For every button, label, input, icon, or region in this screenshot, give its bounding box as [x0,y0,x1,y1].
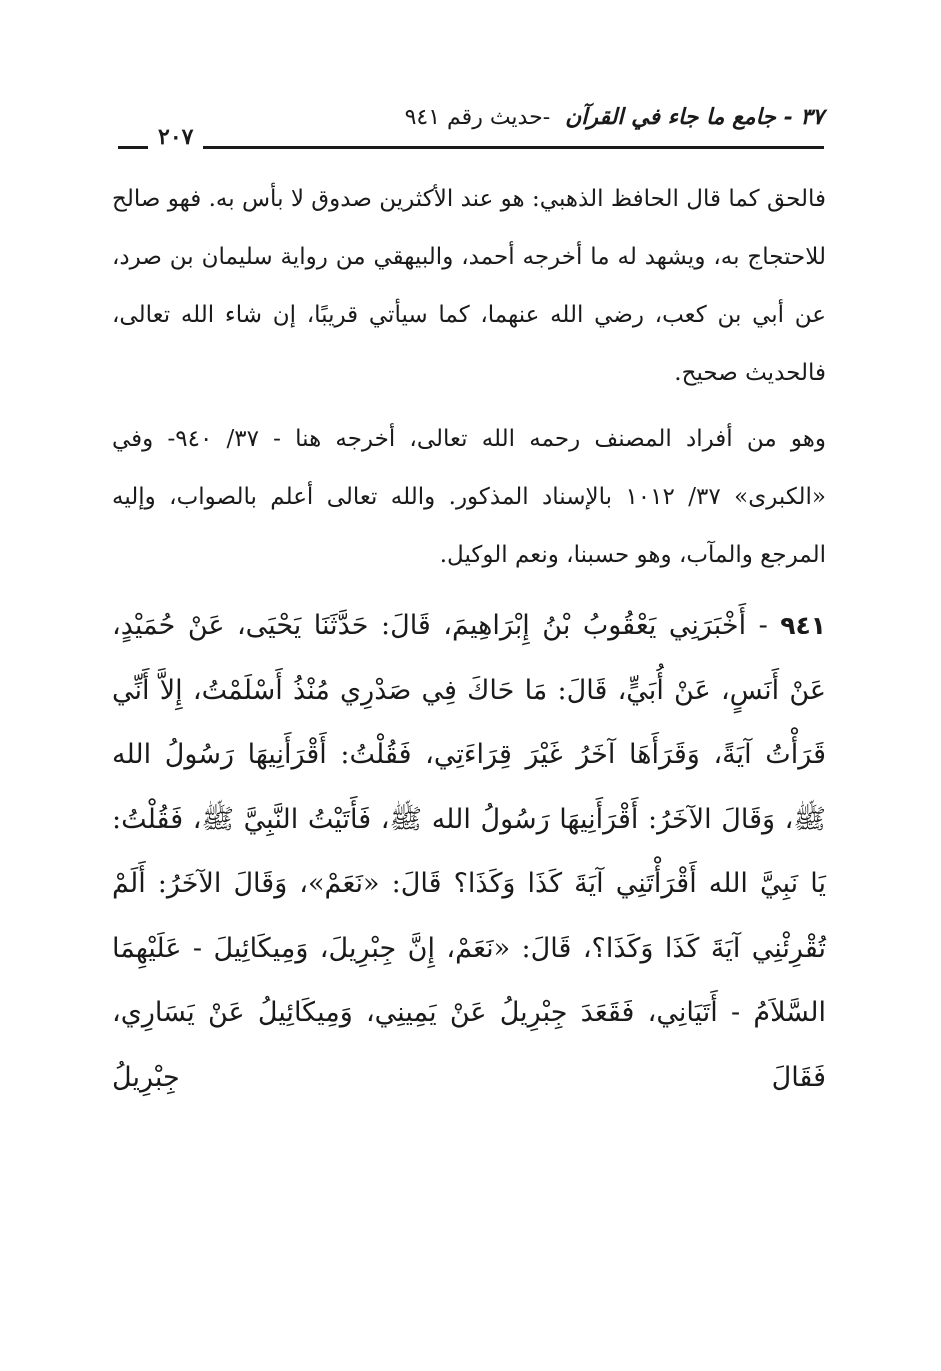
running-title [405,104,824,130]
body-text [112,170,826,1137]
hadith-reference: -حديث رقم ٩٤١ [404,105,551,130]
hadith-text: - أَخْبَرَنِي يَعْقُوبُ بْنُ إِبْرَاهِيمَ، قَالَ: حَدَّثَنَا يَحْيَى، عَنْ حُمَيْدٍ، عَنْ أَنَسٍ، عَنْ أُبَيٍّ، قَالَ: مَا حَاكَ فِي صَدْرِي مُنْذُ أَسْلَمْتُ، إِلاَّ أَنِّي قَرَأْتُ آيَةً، وَقَرَأَهَا آخَرُ غَيْرَ قِرَاءَتِي، فَقُلْتُ: أَقْرَأَنِيهَا رَسُولُ الله ﷺ، وَقَالَ الآخَرُ: أَقْرَأَنِيهَا رَسُولُ الله ﷺ، فَأَتَيْتُ النَّبِيَّ ﷺ، فَقُلْتُ: يَا نَبِيَّ الله أَقْرَأْتَنِي آيَةَ كَذَا وَكَذَا؟ قَالَ: «نَعَمْ»، وَقَالَ الآخَرُ: أَلَمْ تُقْرِئْنِي آيَةَ كَذَا وَكَذَا؟، قَالَ: «نَعَمْ، إِنَّ جِبْرِيلَ، وَمِيكَائِيلَ - عَلَيْهِمَا السَّلاَمُ - أَتَيَانِي، فَقَعَدَ جِبْرِيلُ عَنْ يَمِينِي، وَمِيكَائِيلُ عَنْ يَسَارِي، فَقَالَ جِبْرِيلُ [112,610,826,1093]
hadith-paragraph [112,594,826,1110]
hadith-number: ٩٤١ [780,611,826,640]
header-rule [118,146,824,149]
chapter-title: ٣٧ - جامع ما جاء في القرآن [565,104,824,130]
commentary-paragraph-2: وهو من أفراد المصنف رحمه الله تعالى، أخرجه هنا - ٣٧/ ٩٤٠- وفي «الكبرى» ٣٧/ ١٠١٢ بالإسناد المذكور. والله تعالى أعلم بالصواب، وإليه المرجع والمآب، وهو حسبنا، ونعم الوكيل. [112,426,827,568]
commentary-paragraph-1: فالحق كما قال الحافظ الذهبي: هو عند الأكثرين صدوق لا بأس به. فهو صالح للاحتجاج به، ويشهد له ما أخرجه أحمد، والبيهقي من رواية سليمان بن صرد، عن أبي بن كعب، رضي الله عنهما، كما سيأتي قريبًا، إن شاء الله تعالى، فالحديث صحيح. [112,186,826,386]
running-header [118,104,824,150]
page-number: ٢٠٧ [148,124,203,150]
